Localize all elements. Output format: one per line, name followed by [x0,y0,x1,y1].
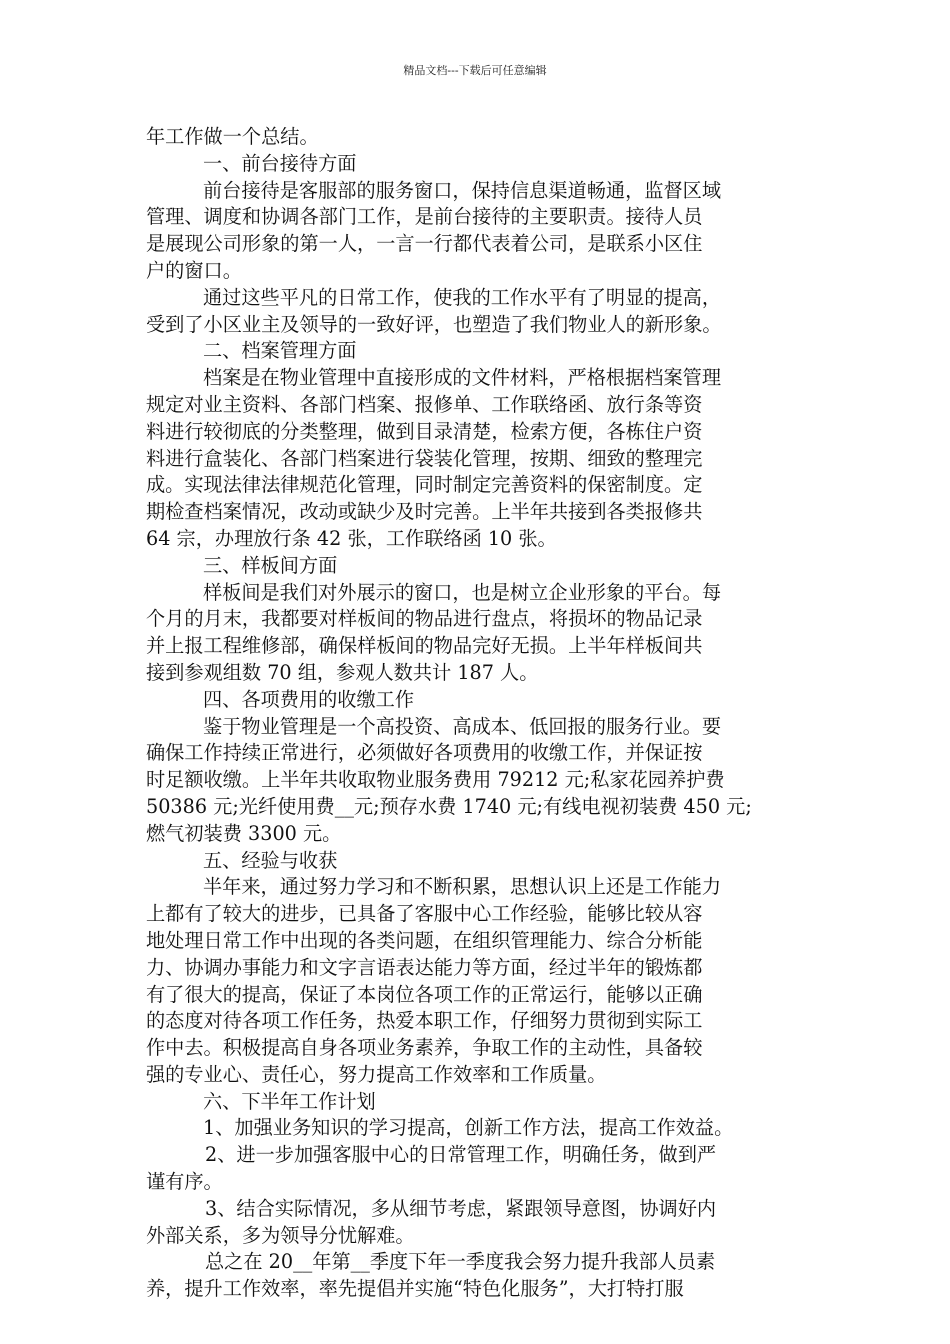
text-line: 有了很大的提高，保证了本岗位各项工作的正常运行，能够以正确 [146,982,703,1006]
text-line: 年工作做一个总结。 [146,125,319,148]
text-line: 二、档案管理方面 [203,339,357,363]
text-line: 1、加强业务知识的学习提高，创新工作方法，提高工作效益。 [203,1116,734,1140]
text-line: 个月的月末，我都要对样板间的物品进行盘点，将损坏的物品记录 [146,607,703,631]
text-line: 档案是在物业管理中直接形成的文件材料，严格根据档案管理 [203,366,722,390]
text-line: 力、协调办事能力和文字言语表达能力等方面，经过半年的锻炼都 [146,955,703,979]
text-line: 燃气初装费 3300 元。 [146,821,342,845]
text-line: 料进行盒装化、各部门档案进行袋装化管理，按期、细致的整理完 [146,446,703,470]
text-line: 四、各项费用的收缴工作 [203,687,415,711]
text-line: 五、经验与收获 [203,848,338,872]
text-line: 外部关系，多为领导分忧解难。 [146,1223,415,1247]
text-line: 总之在 20__年第__季度下年一季度我会努力提升我部人员素 [205,1250,716,1274]
text-line: 一、前台接待方面 [203,151,357,175]
text-line: 成。实现法律法律规范化管理，同时制定完善资料的保密制度。定 [146,473,703,497]
text-line: 确保工作持续正常进行，必须做好各项费用的收缴工作，并保证按 [146,741,703,765]
text-line: 的态度对待各项工作任务，热爱本职工作，仔细努力贯彻到实际工 [146,1009,703,1033]
text-line: 谨有序。 [146,1170,223,1194]
text-line: 64 宗，办理放行条 42 张，工作联络函 10 张。 [146,526,557,550]
text-line: 管理、调度和协调各部门工作，是前台接待的主要职责。接待人员 [146,205,703,229]
text-line: 期检查档案情况，改动或缺少及时完善。上半年共接到各类报修共 [146,500,703,524]
text-line: 受到了小区业主及领导的一致好评，也塑造了我们物业人的新形象。 [146,312,722,336]
text-line: 前台接待是客服部的服务窗口，保持信息渠道畅通，监督区域 [203,178,722,202]
text-line: 养，提升工作效率，率先提倡并实施“特色化服务”，大打特打服 [146,1277,684,1301]
text-line: 鉴于物业管理是一个高投资、高成本、低回报的服务行业。要 [203,714,722,738]
text-line: 接到参观组数 70 组，参观人数共计 187 人。 [146,660,539,684]
text-line: 料进行较彻底的分类整理，做到目录清楚，检索方便，各栋住户资 [146,419,703,443]
text-line: 强的专业心、责任心，努力提高工作效率和工作质量。 [146,1062,607,1086]
text-line: 通过这些平凡的日常工作，使我的工作水平有了明显的提高， [203,285,722,309]
document-body [146,124,816,1303]
text-line: 三、样板间方面 [203,553,338,577]
text-line: 作中去。积极提高自身各项业务素养，争取工作的主动性，具备较 [146,1036,703,1060]
text-line: 六、下半年工作计划 [203,1089,376,1113]
text-line: 时足额收缴。上半年共收取物业服务费用 79212 元;私家花园养护费 [146,768,725,792]
text-line: 样板间是我们对外展示的窗口，也是树立企业形象的平台。每 [203,580,722,604]
text-line: 并上报工程维修部，确保样板间的物品完好无损。上半年样板间共 [146,634,703,658]
text-line: 上都有了较大的进步，已具备了客服中心工作经验，能够比较从容 [146,902,703,926]
text-line: 户的窗口。 [146,258,242,282]
text-line: 3、结合实际情况，多从细节考虑，紧跟领导意图，协调好内 [205,1196,717,1220]
text-line: 半年来，通过努力学习和不断积累，思想认识上还是工作能力 [203,875,722,899]
text-line: 50386 元;光纤使用费__元;预存水费 1740 元;有线电视初装费 450 元; [146,794,752,818]
text-line: 地处理日常工作中出现的各类问题，在组织管理能力、综合分析能 [146,928,703,952]
text-line: 是展现公司形象的第一人，一言一行都代表着公司，是联系小区住 [146,232,703,256]
text-line: 规定对业主资料、各部门档案、报修单、工作联络函、放行条等资 [146,392,703,416]
text-line: 2、进一步加强客服中心的日常管理工作，明确任务，做到严 [205,1143,717,1167]
page-header: 精品文档---下载后可任意编辑 [403,64,547,77]
